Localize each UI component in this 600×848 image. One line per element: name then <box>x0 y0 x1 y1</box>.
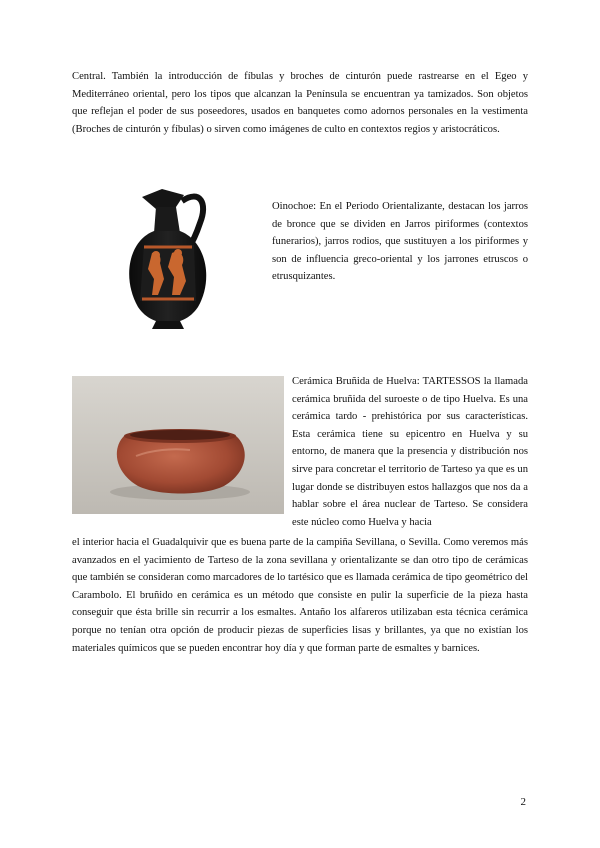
burnished-bowl-image <box>72 376 284 514</box>
oinochoe-vase-image <box>72 183 264 333</box>
oinochoe-paragraph: Oinochoe: En el Periodo Orientalizante, destacan los jarros de bronce que se dividen en Jarros piriformes (contextos funerarios), jarros rodios, que sustituyen a los piriformes y son de influencia greco-oriental y los jarrones etruscos o etrusquizantes. <box>272 201 528 283</box>
page-number: 2 <box>520 796 526 808</box>
huelva-ceramics-paragraph: Cerámica Bruñida de Huelva: TARTESSOS la llamada cerámica bruñida del suroeste o de tipo Huelva. Es una cerámica tardo - prehistórica por sus características. Esta cerámica tiene su epicentro en Huelva y su entorno, de manera que la presencia y distribución nos sirve para concretar el territorio de Tarteso ya que es un lugar donde se distribuyen estos hallazgos que nos da a hablar sobre el área nuclear de Tarteso. Se considera este núcleo como Huelva y hacia <box>292 376 528 528</box>
intro-paragraph: Central. También la introducción de fíbulas y broches de cinturón puede rastrearse en el Egeo y Mediterráneo oriental, pero los tipos que alcanzan la Península se encuentran ya tamizados. Son objetos que reflejan el poder de sus poseedores, usados en banquetes como adornos personales en la vestimenta (Broches de cinturón y fíbulas) o sirven como imágenes de culto en contextos regios y aristocráticos. <box>72 71 528 135</box>
continuation-paragraph: el interior hacia el Guadalquivir que es buena parte de la campiña Sevillana, o Sevilla. Como veremos más avanzados en el yacimiento de Tarteso de la zona sevillana y orientalizante se dan otro tipo de cerámicas que también se consideran como marcadores de lo tartésico que es llamada cerámica de tipo geométrico del Carambolo. El bruñido en cerámica es un método que consiste en pulir la superficie de la pieza hasta conseguir que ésta brille sin recurrir a los esmaltes. Antaño los alfareros utilizaban esta técnica cerámica porque no tenían otra opción de producir piezas de superficies lisas y brillantes, ya que no existían los materiales químicos que se pueden encontrar hoy día y que forman parte de esmaltes y barnices. <box>72 537 528 654</box>
